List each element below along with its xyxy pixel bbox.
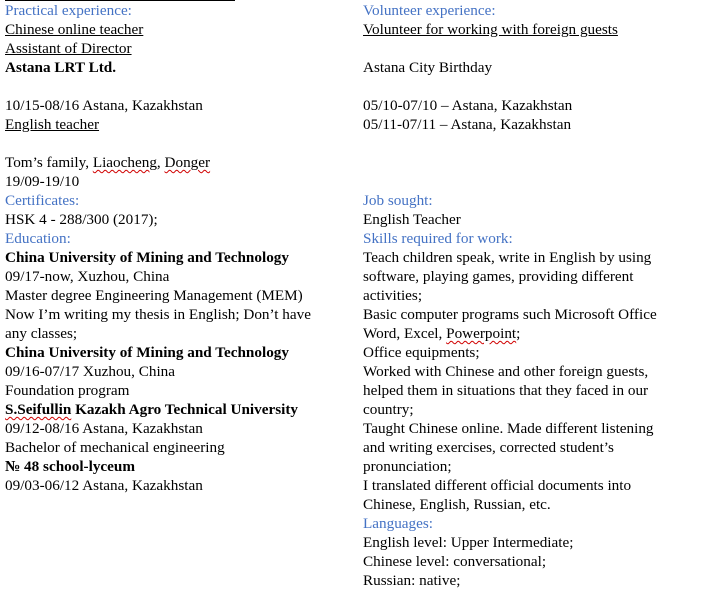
place-city-liaocheng: Liaocheng xyxy=(92,154,157,171)
skill-6-line-2: Chinese, English, Russian, etc. xyxy=(363,496,551,513)
right-column xyxy=(363,1,713,590)
edu-note-line-2: any classes; xyxy=(5,325,78,342)
skill-4-line-2: helped them in situations that they faced in our xyxy=(363,382,649,399)
certificates-heading: Certificates: xyxy=(5,192,80,209)
volunteer-experience-heading: Volunteer experience: xyxy=(363,2,496,19)
edu-dates-lyceum: 09/03-06/12 Astana, Kazakhstan xyxy=(5,477,203,494)
place-separator: , xyxy=(156,154,165,171)
spacer xyxy=(363,77,713,96)
spacer xyxy=(5,134,355,153)
volunteer-dates-2: 05/11-07/11 – Astana, Kazakhstan xyxy=(363,116,572,133)
edu-note-line-1: Now I’m writing my thesis in English; Don’t have xyxy=(5,306,311,323)
job-sought-heading: Job sought: xyxy=(363,192,433,209)
skill-5-line-3: pronunciation; xyxy=(363,458,452,475)
edu-dates-cumt-1: 09/17-now, Xuzhou, China xyxy=(5,268,170,285)
edu-school-lyceum: № 48 school-lyceum xyxy=(5,458,135,475)
spacer xyxy=(363,39,713,58)
job-title-english-teacher: English teacher xyxy=(5,116,100,133)
edu-school-cumt-2: China University of Mining and Technology xyxy=(5,344,289,361)
skill-1-line-3: activities; xyxy=(363,287,423,304)
school-name-rest: Kazakh Agro Technical University xyxy=(71,401,298,418)
job-dates-assistant: 10/15-08/16 Astana, Kazakhstan xyxy=(5,97,203,114)
certificate-hsk: HSK 4 - 288/300 (2017); xyxy=(5,211,158,228)
skill-2-suffix: ; xyxy=(516,325,521,342)
school-name-seifullin: S.Seifullin xyxy=(5,401,72,418)
edu-degree-mem: Master degree Engineering Management (MEM) xyxy=(5,287,303,304)
edu-school-seifullin xyxy=(5,400,355,419)
education-heading: Education: xyxy=(5,230,71,247)
edu-school-cumt-1: China University of Mining and Technology xyxy=(5,249,289,266)
place-city-donger: Donger xyxy=(164,154,211,171)
skill-5-line-2: and writing exercises, corrected student’s xyxy=(363,439,614,456)
volunteer-dates-1: 05/10-07/10 – Astana, Kazakhstan xyxy=(363,97,573,114)
job-place-english-teacher xyxy=(5,153,355,172)
skill-4-line-1: Worked with Chinese and other foreign guests, xyxy=(363,363,649,380)
edu-dates-seifullin: 09/12-08/16 Astana, Kazakhstan xyxy=(5,420,203,437)
job-sought-value: English Teacher xyxy=(363,211,461,228)
volunteer-event: Astana City Birthday xyxy=(363,59,493,76)
spacer xyxy=(363,172,713,191)
skill-2-prefix: Word, Excel, xyxy=(363,325,447,342)
practical-experience-heading: Practical experience: xyxy=(5,2,132,19)
language-russian: Russian: native; xyxy=(363,572,461,589)
job-title-chinese-online-teacher: Chinese online teacher xyxy=(5,21,144,38)
skill-2-powerpoint: Powerpoint xyxy=(446,325,517,342)
skill-2-line-1: Basic computer programs such Microsoft Office xyxy=(363,306,657,323)
skill-6-line-1: I translated different official documents into xyxy=(363,477,632,494)
skill-2-line-2 xyxy=(363,324,713,343)
language-english: English level: Upper Intermediate; xyxy=(363,534,574,551)
skill-1-line-2: software, playing games, providing different xyxy=(363,268,634,285)
skill-5-line-1: Taught Chinese online. Made different listening xyxy=(363,420,654,437)
edu-degree-bachelor: Bachelor of mechanical engineering xyxy=(5,439,225,456)
spacer xyxy=(5,77,355,96)
spacer xyxy=(363,153,713,172)
spacer xyxy=(363,134,713,153)
skill-1-line-1: Teach children speak, write in English by using xyxy=(363,249,652,266)
edu-dates-cumt-2: 09/16-07/17 Xuzhou, China xyxy=(5,363,175,380)
volunteer-title: Volunteer for working with foreign guests xyxy=(363,21,618,38)
languages-heading: Languages: xyxy=(363,515,434,532)
company-astana-lrt: Astana LRT Ltd. xyxy=(5,59,117,76)
place-prefix: Tom’s family, xyxy=(5,154,93,171)
job-title-assistant-of-director: Assistant of Director xyxy=(5,40,132,57)
job-dates-english-teacher: 19/09-19/10 xyxy=(5,173,80,190)
skills-heading: Skills required for work: xyxy=(363,230,513,247)
skill-4-line-3: country; xyxy=(363,401,414,418)
edu-program-foundation: Foundation program xyxy=(5,382,130,399)
language-chinese: Chinese level: conversational; xyxy=(363,553,547,570)
left-column xyxy=(5,1,355,495)
skill-3: Office equipments; xyxy=(363,344,480,361)
